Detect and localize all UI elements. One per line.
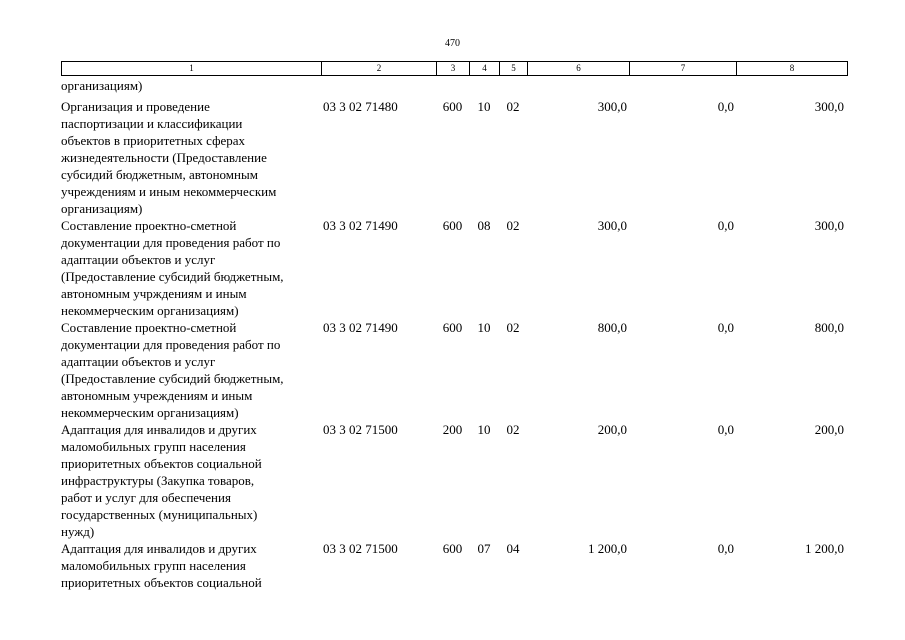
column-header-6: 6 <box>528 62 630 75</box>
row-col8: 300,0 <box>814 218 844 233</box>
row-col5: 02 <box>506 320 520 335</box>
row-col5: 02 <box>506 422 520 437</box>
row-col4: 07 <box>477 541 491 556</box>
row-col4: 08 <box>477 218 491 233</box>
row-col3: 600 <box>442 99 463 114</box>
row-col7: 0,0 <box>717 218 734 233</box>
row-col6: 300,0 <box>597 99 627 114</box>
row-name: Составление проектно-сметной документации для проведения работ по адаптации объектов и услуг (Предоставление субсидий бюджетным, автономным учреждениям и иным некоммерческим организациям) <box>61 320 284 420</box>
row-code: 03 3 02 71500 <box>323 541 398 556</box>
row-col6: 300,0 <box>597 218 627 233</box>
row-col8: 300,0 <box>814 99 844 114</box>
row-code: 03 3 02 71490 <box>323 320 398 335</box>
row-col3: 600 <box>442 541 463 556</box>
table-row <box>61 421 848 540</box>
row-col6: 200,0 <box>597 422 627 437</box>
column-header-8: 8 <box>789 63 795 73</box>
row-col8: 200,0 <box>814 422 844 437</box>
column-header-7: 7 <box>630 62 737 75</box>
row-col3: 600 <box>442 320 463 335</box>
column-header-1: 1 <box>62 62 322 75</box>
row-col5: 02 <box>506 218 520 233</box>
row-name: Адаптация для инвалидов и других маломобильных групп населения приоритетных объектов социальной <box>61 541 262 590</box>
table-row <box>61 94 848 217</box>
row-col6: 800,0 <box>597 320 627 335</box>
row-col6: 1 200,0 <box>588 541 627 556</box>
row-code: 03 3 02 71500 <box>323 422 398 437</box>
row-col7: 0,0 <box>717 541 734 556</box>
table-row <box>61 217 848 319</box>
row-col4: 10 <box>477 422 491 437</box>
column-header-4: 4 <box>470 62 500 75</box>
page-number: 470 <box>445 38 460 49</box>
table-body <box>61 77 848 591</box>
row-name: Адаптация для инвалидов и других маломобильных групп населения приоритетных объектов социальной инфраструктуры (Закупка товаров, работ и услуг для обеспечения государственных (муниципальных) нужд) <box>61 422 262 539</box>
row-col5: 04 <box>506 541 520 556</box>
column-header-5: 5 <box>500 62 528 75</box>
table-header <box>61 61 848 76</box>
row-col7: 0,0 <box>717 422 734 437</box>
row-col3: 200 <box>442 422 463 437</box>
row-col5: 02 <box>506 99 520 114</box>
row-col7: 0,0 <box>717 320 734 335</box>
row-code: 03 3 02 71490 <box>323 218 398 233</box>
row-col4: 10 <box>477 99 491 114</box>
column-header-3: 3 <box>437 62 470 75</box>
row-name: Организация и проведение паспортизации и классификации объектов в приоритетных сферах жизнедеятельности (Предоставление субсидий бюджетным, автономным учреждениям и иным некоммерческим организациям) <box>61 99 277 216</box>
column-header-2: 2 <box>322 62 437 75</box>
row-col8: 1 200,0 <box>805 541 844 556</box>
row-col4: 10 <box>477 320 491 335</box>
table-row <box>61 319 848 421</box>
row-name: Составление проектно-сметной документации для проведения работ по адаптации объектов и услуг (Предоставление субсидий бюджетным, автономным учрждениям и иным некоммерческим организациям) <box>61 218 284 318</box>
table-row <box>61 540 848 591</box>
row-col8: 800,0 <box>814 320 844 335</box>
row-col3: 600 <box>442 218 463 233</box>
continued-row-text: организациям) <box>61 78 143 93</box>
row-col7: 0,0 <box>717 99 734 114</box>
row-code: 03 3 02 71480 <box>323 99 398 114</box>
